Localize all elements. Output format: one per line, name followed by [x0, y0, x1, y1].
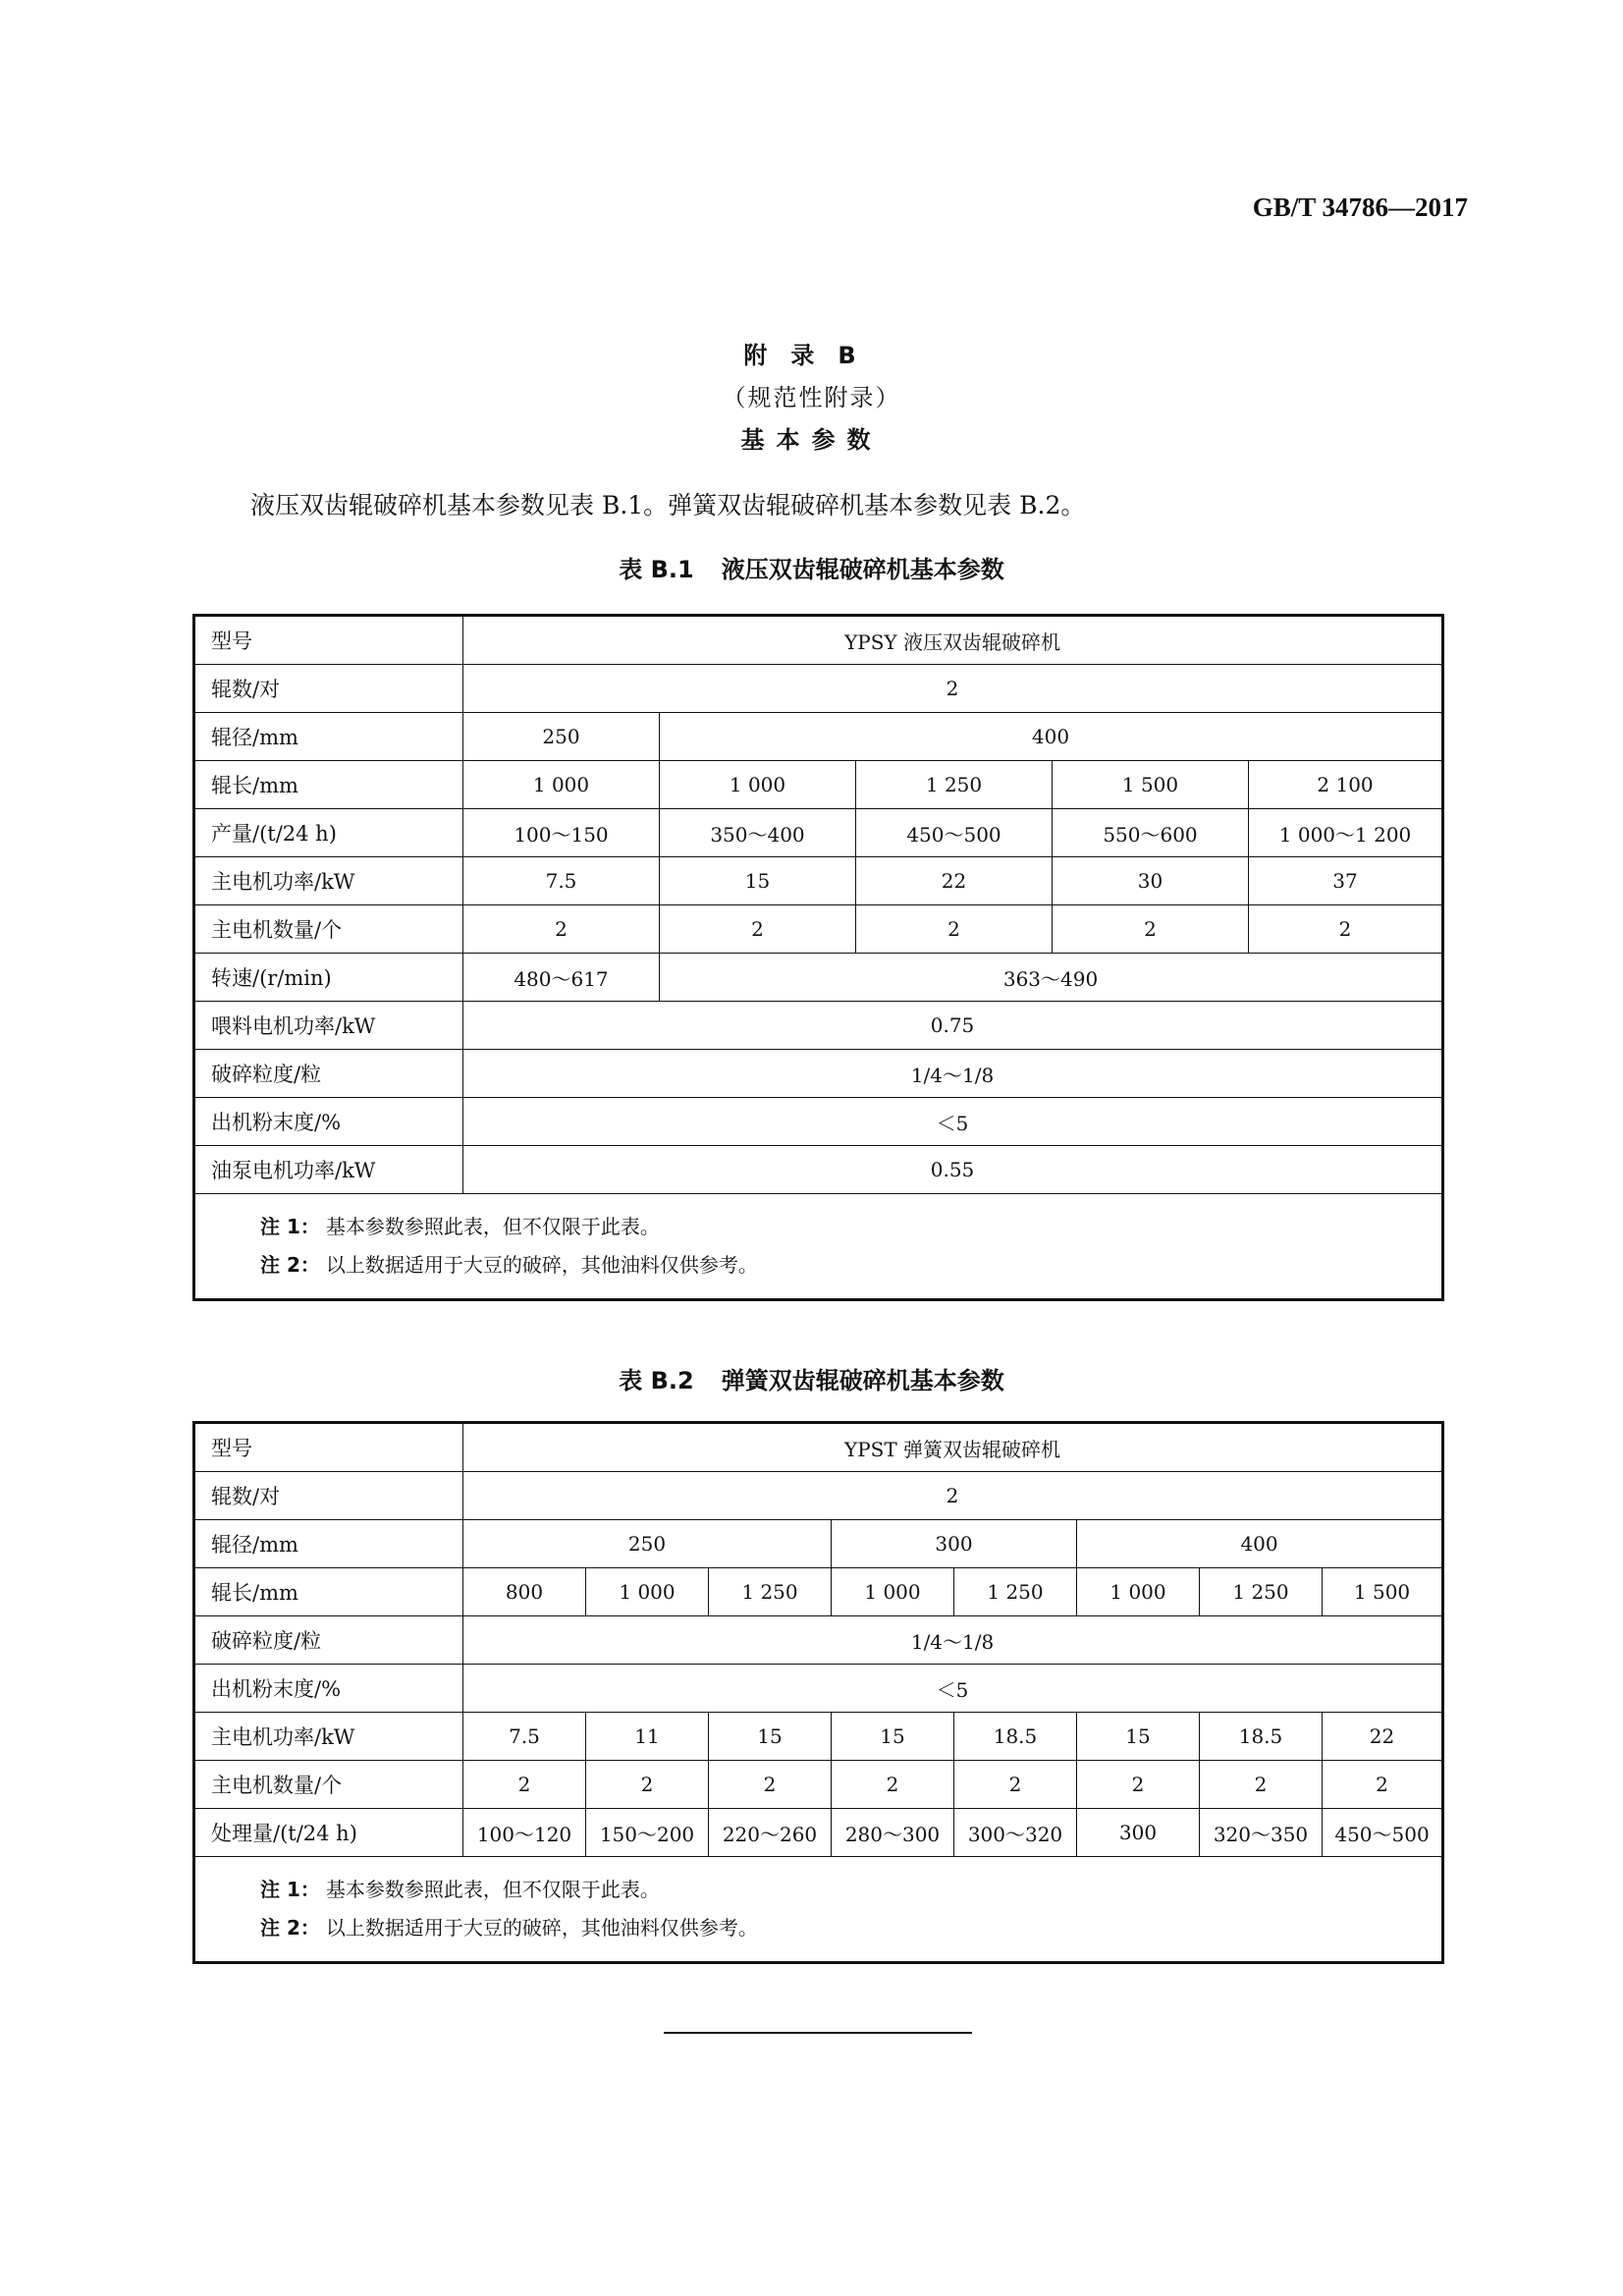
- table-notes-row: [194, 1857, 1443, 1963]
- cell-speed: 363～490: [660, 954, 1443, 1002]
- note-prefix: 注 1：: [260, 1878, 320, 1901]
- note-text: 以上数据适用于大豆的破碎，其他油料仅供参考。: [325, 1253, 758, 1277]
- cell-roll-pairs: 2: [463, 1472, 1443, 1520]
- cell-length: 1 000: [832, 1568, 954, 1616]
- table2-caption: [0, 1361, 1623, 1395]
- table2-caption-number: 表 B.2: [619, 1367, 694, 1394]
- cell-motor-count: 2: [709, 1761, 832, 1809]
- cell-output: 550～600: [1053, 809, 1249, 857]
- row-label-output: 产量/(t/24 h): [194, 809, 463, 857]
- table1-caption: [0, 550, 1623, 584]
- cell-power: 11: [586, 1713, 709, 1761]
- cell-motor-count: 2: [660, 905, 856, 954]
- row-label-granularity: 破碎粒度/粒: [194, 1616, 463, 1665]
- cell-power: 15: [709, 1713, 832, 1761]
- cell-power: 15: [660, 857, 856, 905]
- row-label-fines: 出机粉末度/%: [194, 1665, 463, 1713]
- note-prefix: 注 1：: [260, 1215, 320, 1238]
- cell-motor-count: 2: [463, 905, 660, 954]
- cell-feed-power: 0.75: [463, 1002, 1443, 1050]
- table1-caption-title: 液压双齿辊破碎机基本参数: [721, 556, 1004, 583]
- cell-fines: ＜5: [463, 1098, 1443, 1146]
- table-row: [194, 1002, 1443, 1050]
- row-label-granularity: 破碎粒度/粒: [194, 1050, 463, 1098]
- end-rule: [664, 2032, 972, 2034]
- cell-power: 18.5: [954, 1713, 1077, 1761]
- note-prefix: 注 2：: [260, 1253, 320, 1277]
- table-notes-row: [194, 1194, 1443, 1300]
- cell-throughput: 280～300: [832, 1809, 954, 1857]
- row-label-length: 辊长/mm: [194, 761, 463, 809]
- cell-length: 1 250: [856, 761, 1053, 809]
- cell-output: 350～400: [660, 809, 856, 857]
- row-label-diameter: 辊径/mm: [194, 713, 463, 761]
- cell-pump-power: 0.55: [463, 1146, 1443, 1194]
- cell-roll-pairs: 2: [463, 665, 1443, 713]
- cell-throughput: 300: [1077, 1809, 1200, 1857]
- note-1: [260, 1208, 1441, 1246]
- table-row: [194, 1809, 1443, 1857]
- cell-length: 2 100: [1249, 761, 1443, 809]
- table-row: [194, 1616, 1443, 1665]
- table1-caption-number: 表 B.1: [619, 556, 694, 583]
- row-label-speed: 转速/(r/min): [194, 954, 463, 1002]
- appendix-type: （规范性附录）: [722, 384, 901, 411]
- table-row: [194, 1713, 1443, 1761]
- table-notes: [194, 1194, 1443, 1300]
- row-label-diameter: 辊径/mm: [194, 1520, 463, 1568]
- row-label-power: 主电机功率/kW: [194, 857, 463, 905]
- row-label-pump-power: 油泵电机功率/kW: [194, 1146, 463, 1194]
- cell-motor-count: 2: [1200, 1761, 1323, 1809]
- table-row: [194, 809, 1443, 857]
- note-text: 基本参数参照此表，但不仅限于此表。: [325, 1878, 660, 1901]
- row-label-motor-count: 主电机数量/个: [194, 905, 463, 954]
- table-row: [194, 665, 1443, 713]
- table-row: [194, 1665, 1443, 1713]
- cell-motor-count: 2: [1053, 905, 1249, 954]
- cell-motor-count: 2: [856, 905, 1053, 954]
- note-2: [260, 1246, 1441, 1285]
- row-label-length: 辊长/mm: [194, 1568, 463, 1616]
- cell-granularity: 1/4～1/8: [463, 1050, 1443, 1098]
- row-label-model: 型号: [194, 616, 463, 665]
- table-row: [194, 713, 1443, 761]
- appendix-title: 附录B: [743, 342, 880, 369]
- cell-length: 1 000: [1077, 1568, 1200, 1616]
- row-label-roll-pairs: 辊数/对: [194, 665, 463, 713]
- row-label-motor-count: 主电机数量/个: [194, 1761, 463, 1809]
- cell-diameter: 400: [1077, 1520, 1443, 1568]
- cell-length: 1 000: [463, 761, 660, 809]
- table-b2: [192, 1421, 1444, 1964]
- table-row: [194, 857, 1443, 905]
- cell-length: 1 250: [1200, 1568, 1323, 1616]
- cell-diameter: 300: [832, 1520, 1077, 1568]
- row-label-throughput: 处理量/(t/24 h): [194, 1809, 463, 1857]
- appendix-subtitle: 基本参数: [740, 426, 883, 454]
- table-row: [194, 1761, 1443, 1809]
- cell-model: YPSY 液压双齿辊破碎机: [463, 616, 1443, 665]
- note-1: [260, 1871, 1441, 1909]
- table-row: [194, 1568, 1443, 1616]
- cell-length: 1 000: [660, 761, 856, 809]
- cell-diameter: 400: [660, 713, 1443, 761]
- cell-power: 30: [1053, 857, 1249, 905]
- cell-power: 37: [1249, 857, 1443, 905]
- table-row: [194, 1423, 1443, 1472]
- cell-throughput: 320～350: [1200, 1809, 1323, 1857]
- cell-fines: ＜5: [463, 1665, 1443, 1713]
- cell-throughput: 220～260: [709, 1809, 832, 1857]
- cell-motor-count: 2: [1249, 905, 1443, 954]
- cell-power: 15: [1077, 1713, 1200, 1761]
- cell-throughput: 450～500: [1323, 1809, 1443, 1857]
- cell-power: 18.5: [1200, 1713, 1323, 1761]
- table-row: [194, 1520, 1443, 1568]
- cell-motor-count: 2: [586, 1761, 709, 1809]
- cell-diameter: 250: [463, 713, 660, 761]
- table-row: [194, 1050, 1443, 1098]
- row-label-model: 型号: [194, 1423, 463, 1472]
- cell-length: 1 500: [1323, 1568, 1443, 1616]
- intro-paragraph: 液压双齿辊破碎机基本参数见表 B.1。弹簧双齿辊破碎机基本参数见表 B.2。: [250, 491, 1086, 519]
- cell-throughput: 100～120: [463, 1809, 586, 1857]
- note-prefix: 注 2：: [260, 1916, 320, 1940]
- table-row: [194, 905, 1443, 954]
- cell-motor-count: 2: [463, 1761, 586, 1809]
- cell-power: 7.5: [463, 857, 660, 905]
- cell-length: 1 500: [1053, 761, 1249, 809]
- cell-model: YPST 弹簧双齿辊破碎机: [463, 1423, 1443, 1472]
- table-row: [194, 1098, 1443, 1146]
- cell-motor-count: 2: [1323, 1761, 1443, 1809]
- cell-motor-count: 2: [832, 1761, 954, 1809]
- cell-throughput: 300～320: [954, 1809, 1077, 1857]
- table-row: [194, 1472, 1443, 1520]
- table2-caption-title: 弹簧双齿辊破碎机基本参数: [721, 1367, 1004, 1394]
- table-b1: [192, 614, 1444, 1301]
- cell-length: 800: [463, 1568, 586, 1616]
- cell-speed: 480～617: [463, 954, 660, 1002]
- cell-motor-count: 2: [954, 1761, 1077, 1809]
- standard-code: GB/T 34786—2017: [1252, 192, 1468, 222]
- table-row: [194, 1146, 1443, 1194]
- cell-power: 15: [832, 1713, 954, 1761]
- cell-length: 1 250: [709, 1568, 832, 1616]
- note-2: [260, 1909, 1441, 1947]
- row-label-feed-power: 喂料电机功率/kW: [194, 1002, 463, 1050]
- row-label-roll-pairs: 辊数/对: [194, 1472, 463, 1520]
- cell-power: 22: [856, 857, 1053, 905]
- cell-motor-count: 2: [1077, 1761, 1200, 1809]
- cell-length: 1 000: [586, 1568, 709, 1616]
- cell-throughput: 150～200: [586, 1809, 709, 1857]
- cell-diameter: 250: [463, 1520, 832, 1568]
- table-row: [194, 761, 1443, 809]
- row-label-fines: 出机粉末度/%: [194, 1098, 463, 1146]
- row-label-power: 主电机功率/kW: [194, 1713, 463, 1761]
- note-text: 基本参数参照此表，但不仅限于此表。: [325, 1215, 660, 1238]
- table-row: [194, 616, 1443, 665]
- cell-granularity: 1/4～1/8: [463, 1616, 1443, 1665]
- cell-length: 1 250: [954, 1568, 1077, 1616]
- cell-power: 22: [1323, 1713, 1443, 1761]
- cell-output: 450～500: [856, 809, 1053, 857]
- note-text: 以上数据适用于大豆的破碎，其他油料仅供参考。: [325, 1916, 758, 1940]
- cell-output: 100～150: [463, 809, 660, 857]
- table-notes: [194, 1857, 1443, 1963]
- table-row: [194, 954, 1443, 1002]
- cell-output: 1 000～1 200: [1249, 809, 1443, 857]
- cell-power: 7.5: [463, 1713, 586, 1761]
